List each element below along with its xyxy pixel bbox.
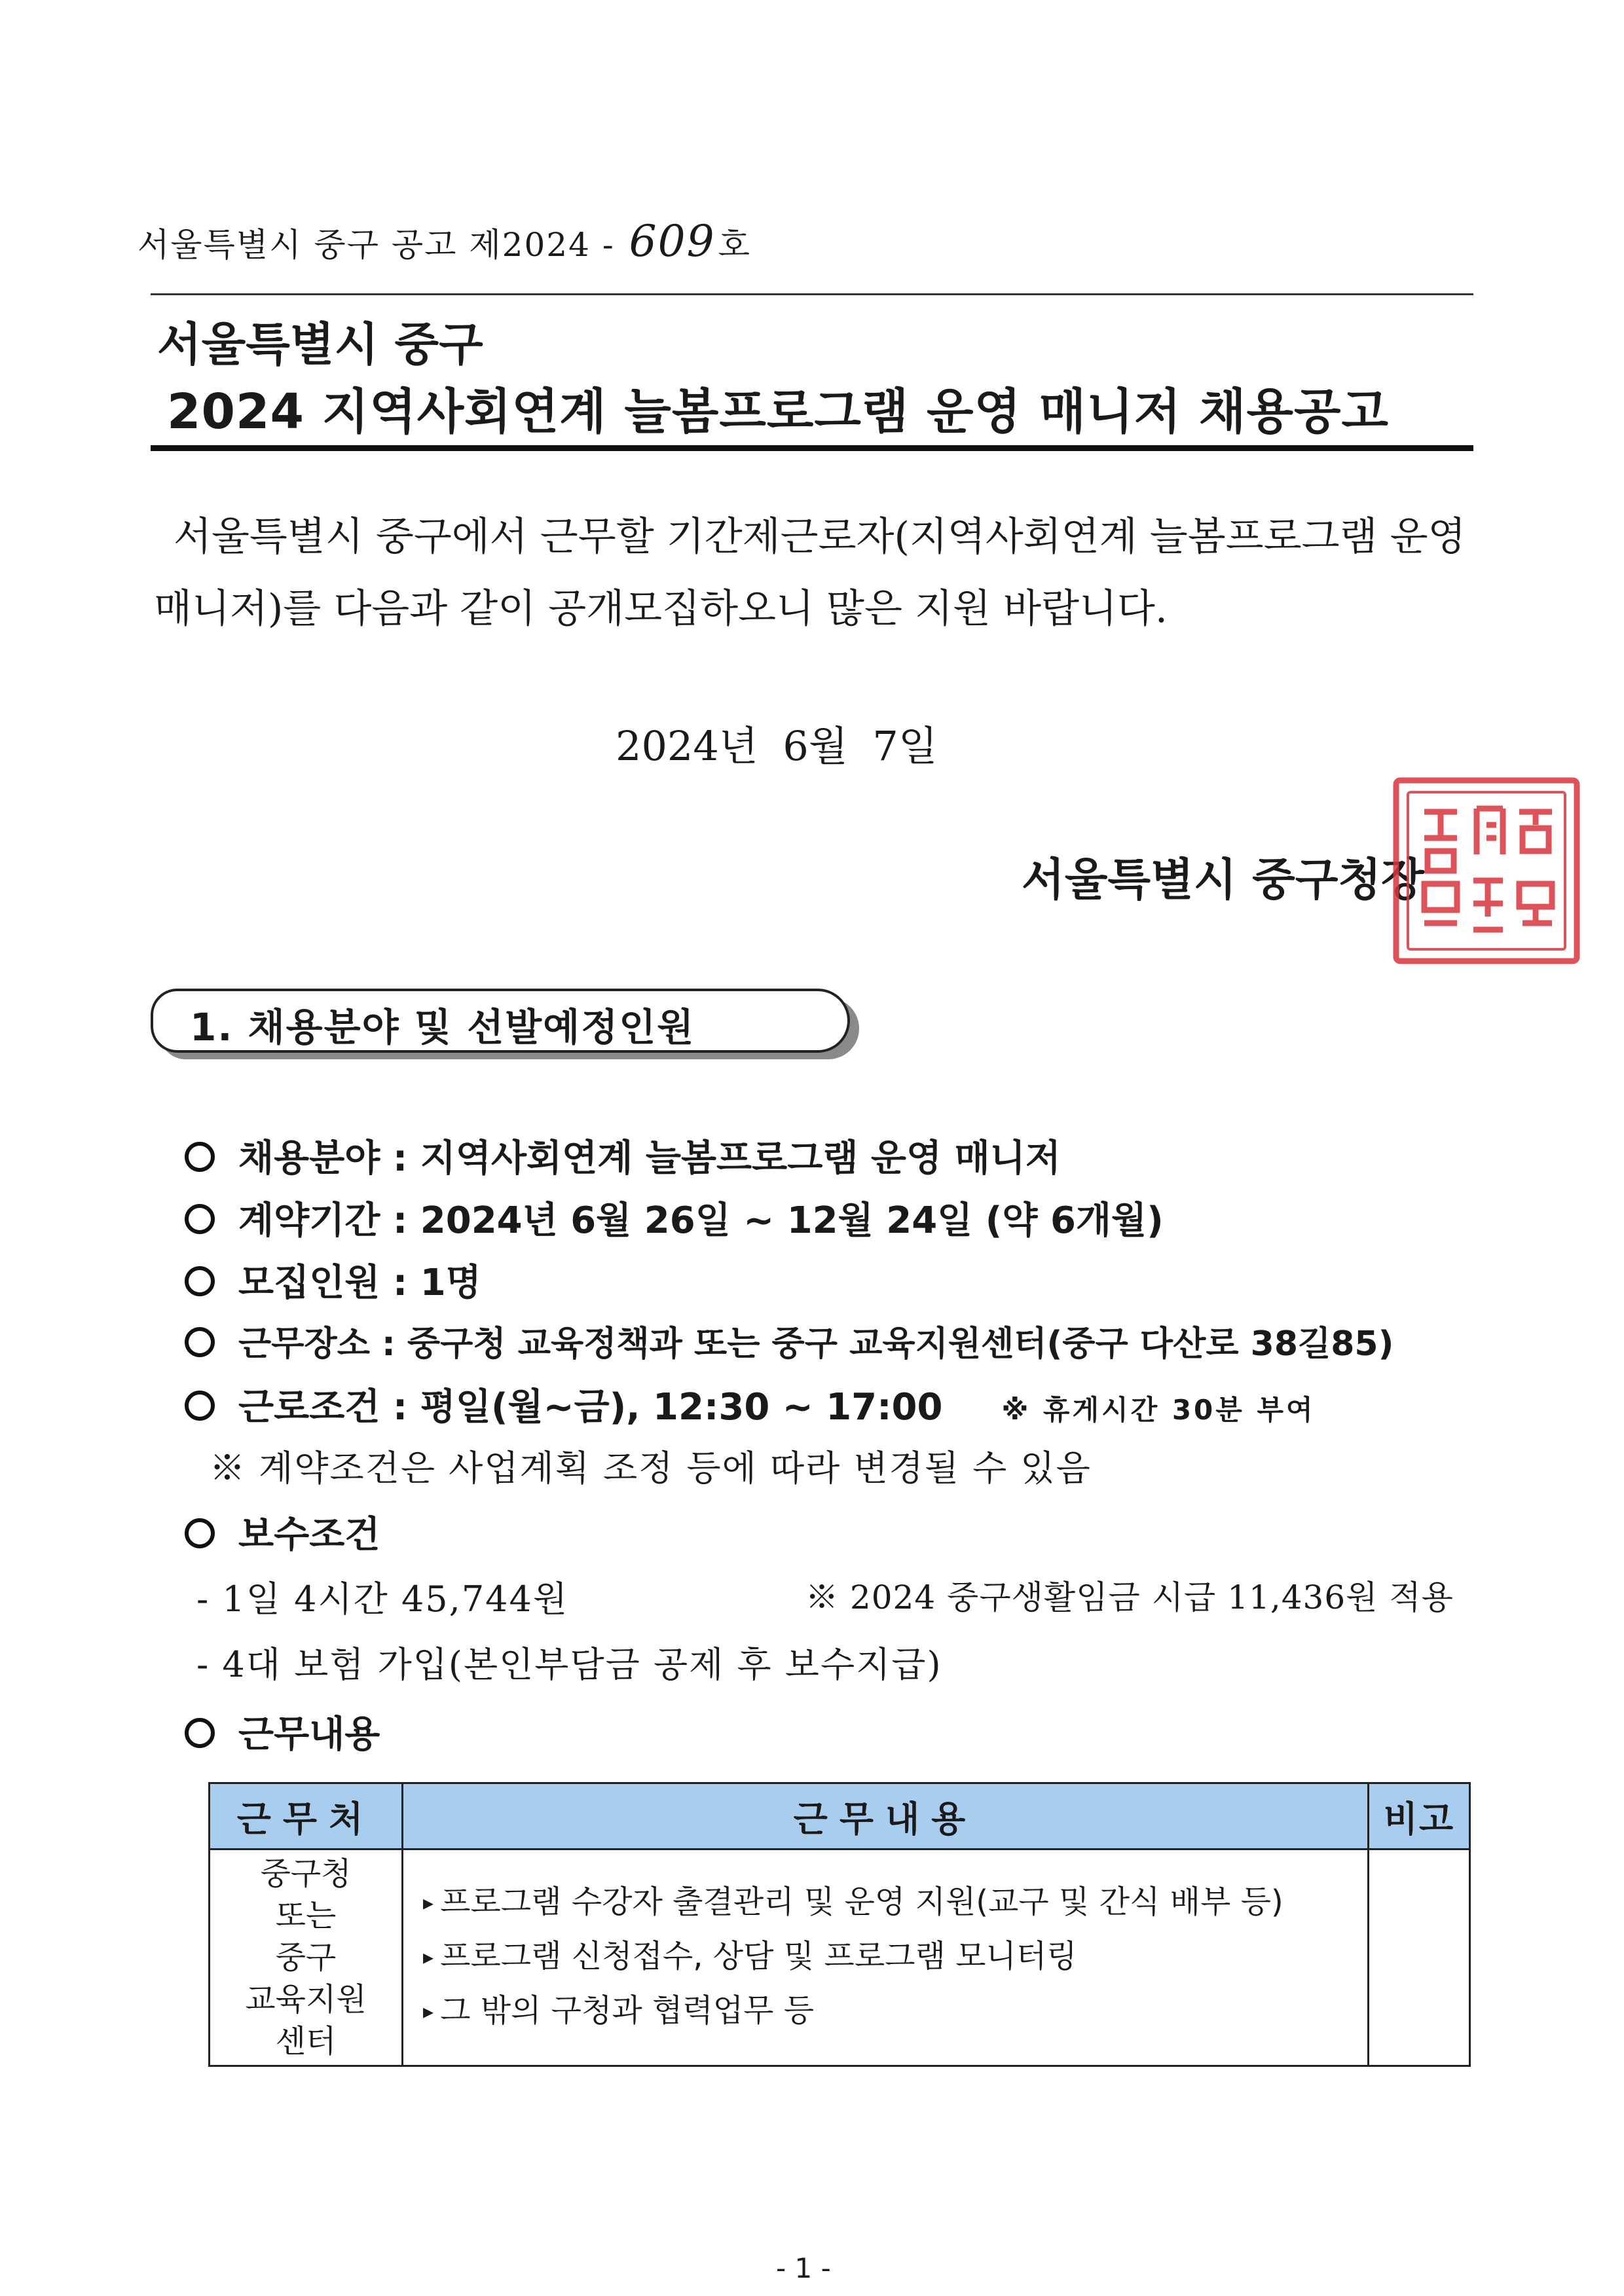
page-number: - 1 - <box>776 2252 831 2284</box>
list-item: ▸ 그 밖의 구청과 협력업무 등 <box>423 1992 815 2029</box>
item-duty-heading: 근무내용 <box>185 1705 380 1758</box>
circle-bullet-icon <box>185 1142 215 1172</box>
intro-paragraph: 서울특별시 중구에서 근무할 기간제근로자(지역사회연계 늘봄프로그램 운영 매니저)를 다음과 같이 공개모집하오니 많은 지원 바랍니다. <box>154 514 1466 632</box>
section-1-title: 1. 채용분야 및 선발예정인원 <box>190 1005 695 1049</box>
break-time-note: ※ 휴게시간 30분 부여 <box>1001 1394 1316 1426</box>
header-workplace: 근무처 <box>210 1783 403 1850</box>
pay-daily: - 1일 4시간 45,744원 <box>196 1578 569 1620</box>
notice-date: 2024년 6월 7일 <box>616 722 938 770</box>
issuer-name: 서울특별시 중구청장 <box>1022 854 1424 906</box>
contract-change-note: ※ 계약조건은 사업계획 조정 등에 따라 변경될 수 있음 <box>210 1448 1092 1489</box>
header-duties: 근무내용 <box>403 1783 1369 1850</box>
table-row <box>210 1850 1470 2066</box>
title-line-1: 서울특별시 중구 <box>157 318 483 371</box>
header-remarks: 비고 <box>1369 1783 1470 1850</box>
item-headcount: 모집인원 : 1명 <box>185 1254 481 1306</box>
circle-bullet-icon <box>185 1391 215 1421</box>
duties-cell <box>403 1850 1369 2066</box>
item-work-conditions: 근로조건 : 평일(월~금), 12:30 ~ 17:00 ※ 휴게시간 30분 부여 <box>185 1378 1316 1430</box>
circle-bullet-icon <box>185 1204 215 1234</box>
triangle-bullet-icon: ▸ <box>423 1944 434 1969</box>
workplace-cell: 중구청 또는 중구 교육지원 센터 <box>210 1850 403 2066</box>
official-seal-stamp <box>1388 773 1585 969</box>
circle-bullet-icon <box>185 1327 215 1357</box>
pay-wage-note: ※ 2024 중구생활임금 시급 11,436원 적용 <box>805 1578 1454 1616</box>
triangle-bullet-icon: ▸ <box>423 1889 434 1915</box>
item-period: 계약기간 : 2024년 6월 26일 ~ 12월 24일 (약 6개월) <box>185 1192 1164 1244</box>
title-bottom-rule <box>151 445 1473 451</box>
title-top-rule <box>151 293 1473 295</box>
pay-insurance: - 4대 보험 가입(본인부담금 공제 후 보수지급) <box>196 1644 942 1685</box>
duty-table <box>208 1782 1471 2067</box>
circle-bullet-icon <box>185 1518 215 1548</box>
remarks-cell <box>1369 1850 1470 2066</box>
circle-bullet-icon <box>185 1718 215 1748</box>
item-workplace: 근무장소 : 중구청 교육정책과 또는 중구 교육지원센터(중구 다산로 38길85) <box>185 1316 1393 1365</box>
handwritten-number: 609 <box>629 216 716 266</box>
title-line-2: 2024 지역사회연계 늘봄프로그램 운영 매니저 채용공고 <box>167 384 1389 440</box>
list-item: ▸ 프로그램 신청접수, 상담 및 프로그램 모니터링 <box>423 1937 1077 1975</box>
circle-bullet-icon <box>185 1266 215 1296</box>
section-1-heading <box>151 989 864 1059</box>
list-item: ▸ 프로그램 수강자 출결관리 및 운영 지원(교구 및 간식 배부 등) <box>423 1883 1283 1920</box>
item-pay-heading: 보수조건 <box>185 1506 380 1558</box>
notice-number: 서울특별시 중구 공고 제2024 - 609호 <box>138 216 751 266</box>
triangle-bullet-icon: ▸ <box>423 1998 434 2024</box>
duty-table-header-row <box>210 1783 1470 1850</box>
item-field: 채용분야 : 지역사회연계 늘봄프로그램 운영 매니저 <box>185 1129 1061 1182</box>
